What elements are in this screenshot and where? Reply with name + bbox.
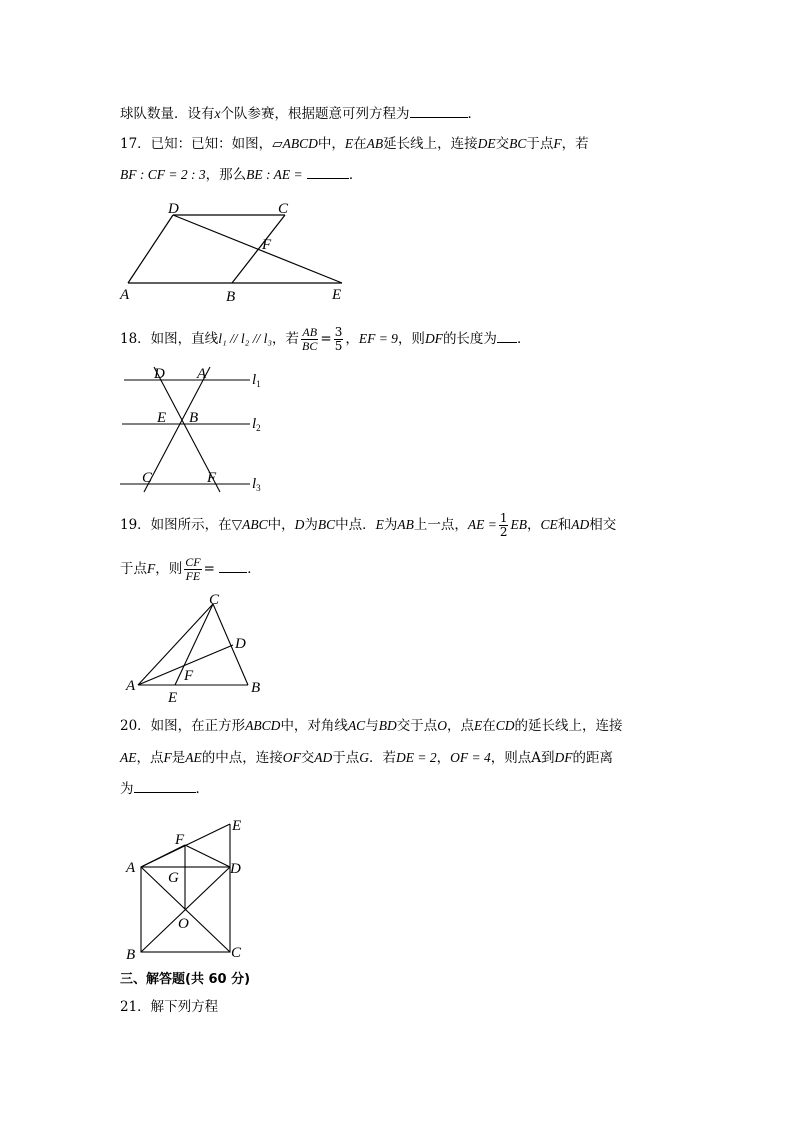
q18-line [120, 326, 530, 353]
var-x: x [214, 106, 221, 121]
t: 于点 [120, 561, 147, 577]
e: E [375, 517, 384, 532]
ac: AC [347, 718, 366, 733]
bd: BD [378, 718, 397, 733]
e: E [344, 136, 354, 151]
bc: BC [509, 136, 527, 151]
label-c: C [142, 470, 153, 486]
ce: CE [540, 517, 558, 532]
answer-blank[interactable] [134, 778, 196, 793]
fraction-1-2 [499, 512, 509, 539]
eq: = [320, 331, 332, 347]
fraction-ab-bc [301, 326, 318, 353]
label-b: B [126, 947, 136, 963]
t: 的中点，连接 [201, 750, 283, 766]
label-d: D [235, 636, 246, 652]
t: 在 [353, 136, 367, 152]
q19-figure [120, 590, 270, 705]
t: 于点 [526, 136, 554, 152]
ad: AD [314, 750, 333, 765]
label-c: C [278, 201, 289, 217]
of: OF = 4 [450, 750, 491, 765]
answer-blank[interactable] [307, 164, 349, 179]
ab: AB [366, 136, 384, 151]
t: ， [436, 750, 451, 766]
abcd: ABCD [245, 718, 281, 733]
q17-line2 [120, 164, 362, 185]
q21-text: 21．解下列方程 [120, 999, 219, 1015]
q20-line1 [120, 716, 622, 736]
label-a: A [126, 678, 136, 694]
period: ． [348, 167, 363, 183]
t: ，若 [272, 331, 300, 347]
t: ，则 [155, 561, 183, 577]
t: 交 [495, 136, 510, 152]
period: ． [467, 106, 481, 122]
label-c: C [231, 945, 242, 961]
label-d: D [154, 366, 165, 382]
t: 中，对角线 [280, 718, 348, 734]
q20-line2 [120, 748, 613, 768]
t: ， [526, 517, 541, 533]
t: 与 [365, 718, 379, 734]
of: OF [282, 750, 301, 765]
ab: AB [397, 517, 414, 532]
ratio-2: BE : AE = [246, 167, 303, 182]
t: 的延长线上，连接 [514, 718, 623, 734]
num: CF [185, 555, 201, 569]
t: 延长线上，连接 [383, 136, 478, 152]
abcd: ABCD [282, 136, 318, 151]
q19-line1 [120, 512, 616, 539]
t: 于点 [332, 750, 360, 766]
q19-number: 19．如图所示，在 [120, 517, 232, 533]
label-b: B [226, 289, 236, 305]
label-a: A [120, 287, 130, 303]
df: DF [554, 750, 573, 765]
period: ． [247, 561, 261, 577]
t: ．若 [369, 750, 396, 766]
num: 3 [334, 325, 343, 339]
t: 在 [482, 718, 496, 734]
q17-figure [110, 195, 360, 305]
ad: AD [571, 517, 590, 532]
t: ，点 [446, 718, 474, 734]
label-f: F [184, 668, 194, 684]
df: DF [424, 331, 443, 346]
d: D [294, 517, 305, 532]
q17-number: 17．已知：已知：如图， [120, 136, 273, 152]
den: FE [185, 569, 201, 583]
t: ， [345, 331, 359, 347]
de: DE [477, 136, 496, 151]
ae: AE [185, 750, 202, 765]
section-3-title: 三、解答题(共 60 分) [120, 972, 251, 987]
den: BC [302, 339, 318, 353]
label-l1: $l_1$ [252, 372, 261, 389]
abc: ABC [242, 517, 268, 532]
ef: EF = 9 [358, 331, 398, 346]
label-o: O [178, 916, 189, 932]
t: 交 [300, 750, 315, 766]
period: ． [516, 331, 531, 347]
q20-number: 20．如图，在正方形 [120, 718, 246, 734]
t: 的距离 [572, 750, 613, 766]
f: F [553, 136, 562, 151]
q17-line1 [120, 134, 589, 154]
triangle-symbol: ▽ [231, 517, 243, 533]
q19-line2 [120, 556, 261, 583]
t: 为 [383, 517, 398, 533]
t: ，点 [136, 750, 164, 766]
label-e: E [332, 287, 342, 303]
label-b: B [251, 680, 261, 696]
label-d: D [230, 861, 241, 877]
label-d: D [168, 201, 179, 217]
label-g: G [168, 870, 179, 886]
parallel-lines: l₁ // l₂ // l₃ [218, 331, 273, 346]
answer-blank[interactable] [497, 328, 517, 343]
fraction-3-5 [334, 326, 344, 353]
label-l2: $l_2$ [252, 416, 261, 433]
intro-line [120, 103, 481, 124]
t: ，若 [561, 136, 589, 152]
e: E [473, 718, 483, 733]
t: 上一点， [413, 517, 468, 533]
eq: = [203, 561, 215, 577]
t: ，则点A到 [490, 750, 555, 766]
eb: EB [510, 517, 527, 532]
q18-figure [112, 362, 272, 497]
den: 2 [499, 525, 508, 539]
cd: CD [495, 718, 515, 733]
t: 为 [304, 517, 318, 533]
t: 是 [171, 750, 186, 766]
t: 中点． [335, 517, 376, 533]
f: F [147, 561, 156, 576]
num: 1 [499, 511, 508, 525]
bc: BC [317, 517, 336, 532]
label-e: E [168, 690, 178, 705]
period: ． [195, 781, 209, 797]
q20-line3 [120, 778, 209, 799]
t: ，则 [397, 331, 425, 347]
f: F [163, 750, 172, 765]
den: 5 [334, 339, 343, 353]
label-f: F [175, 832, 185, 848]
q18-number: 18．如图，直线 [120, 331, 219, 347]
t: 为 [120, 781, 134, 797]
ae: AE = [467, 517, 497, 532]
t: 中， [317, 136, 345, 152]
intro-text-2: 个队参赛，根据题意可列方程为 [220, 106, 410, 122]
label-l3: $l_3$ [252, 476, 261, 493]
num: AB [302, 325, 318, 339]
ratio-1: BF : CF = 2 : 3 [120, 167, 206, 182]
label-f: F [207, 470, 217, 486]
t: 的长度为 [442, 331, 497, 347]
g: G [359, 750, 369, 765]
fraction-cf-fe [184, 556, 201, 583]
label-e: E [157, 410, 167, 426]
ae: AE [120, 750, 137, 765]
label-b: B [189, 410, 199, 426]
parallelogram-symbol: ▱ [272, 136, 283, 152]
label-a: A [197, 366, 207, 382]
t: 和 [557, 517, 572, 533]
q20-figure [118, 812, 258, 964]
label-c: C [209, 592, 220, 608]
de: DE = 2 [396, 750, 437, 765]
label-e: E [232, 818, 242, 834]
answer-blank[interactable] [219, 558, 247, 573]
answer-blank[interactable] [410, 103, 468, 118]
t: 中， [267, 517, 295, 533]
label-a: A [126, 860, 136, 876]
o: O [437, 718, 447, 733]
t: ，那么 [205, 167, 247, 183]
label-f: F [262, 237, 272, 253]
t: 相交 [589, 517, 617, 533]
t: 交于点 [396, 718, 438, 734]
intro-text: 球队数量．设有 [120, 106, 215, 122]
